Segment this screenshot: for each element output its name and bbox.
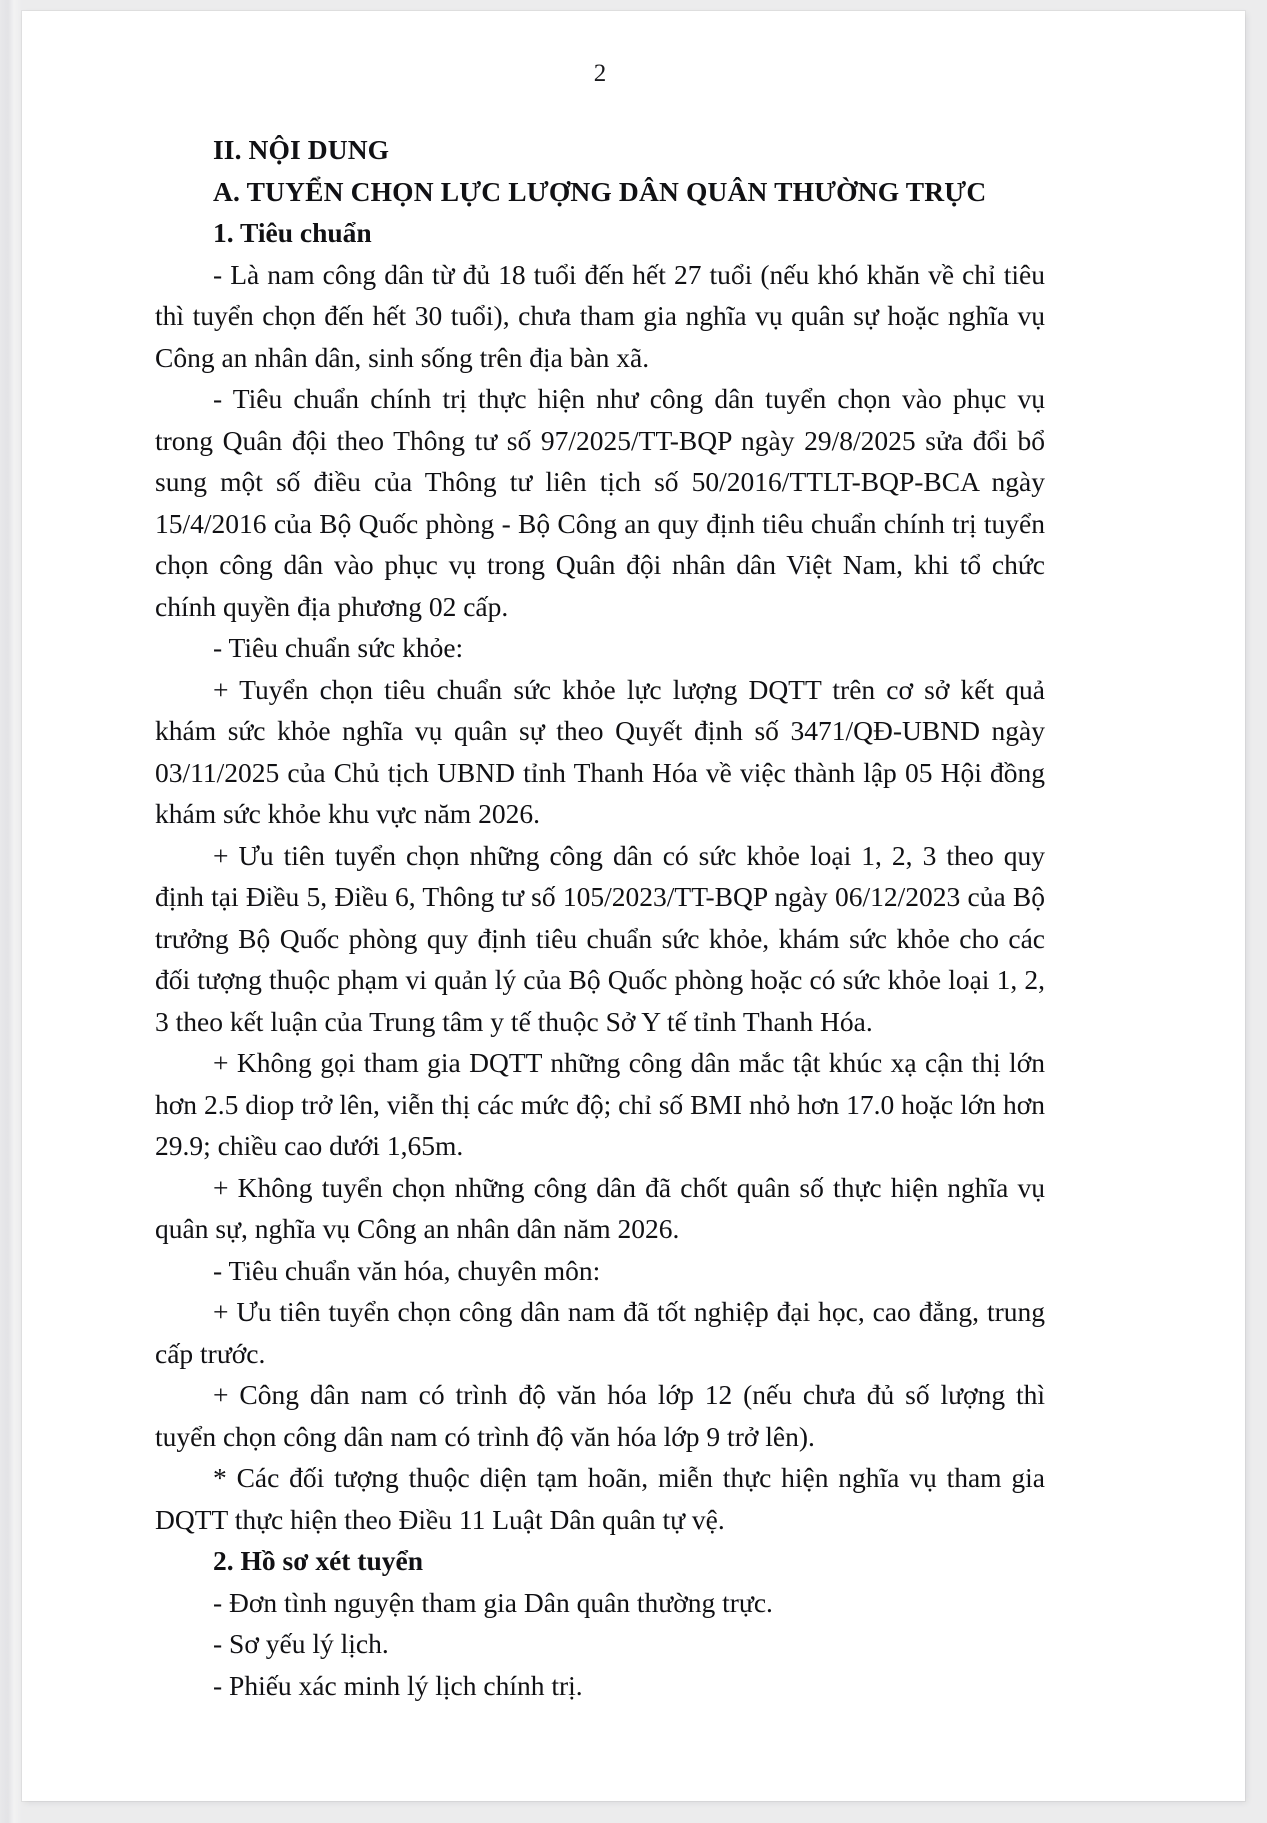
document-blocks: [155, 129, 1045, 1706]
document-paragraph: - Tiêu chuẩn chính trị thực hiện như công dân tuyển chọn vào phục vụ trong Quân đội theo Thông tư số 97/2025/TT-BQP ngày 29/8/2025 sửa đổi bổ sung một số điều của Thông tư liên tịch số 50/2016/TTLT-BQP-BCA ngày 15/4/2016 của Bộ Quốc phòng - Bộ Công an quy định tiêu chuẩn chính trị tuyển chọn công dân vào phục vụ trong Quân đội nhân dân Việt Nam, khi tổ chức chính quyền địa phương 02 cấp.: [155, 383, 1045, 622]
document-paragraph: + Ưu tiên tuyển chọn công dân nam đã tốt nghiệp đại học, cao đẳng, trung cấp trước.: [155, 1296, 1045, 1369]
document-paragraph: 2. Hồ sơ xét tuyển: [213, 1545, 424, 1576]
document-paragraph: - Tiêu chuẩn sức khỏe:: [213, 632, 464, 663]
document-paragraph: + Ưu tiên tuyển chọn những công dân có sức khỏe loại 1, 2, 3 theo quy định tại Điều 5, Điều 6, Thông tư số 105/2023/TT-BQP ngày 06/12/2023 của Bộ trưởng Bộ Quốc phòng quy định tiêu chuẩn sức khỏe, khám sức khỏe cho các đối tượng thuộc phạm vi quản lý của Bộ Quốc phòng hoặc có sức khỏe loại 1, 2, 3 theo kết luận của Trung tâm y tế thuộc Sở Y tế tỉnh Thanh Hóa.: [155, 839, 1045, 1037]
document-paragraph: + Không gọi tham gia DQTT những công dân mắc tật khúc xạ cận thị lớn hơn 2.5 diop trở lên, viễn thị các mức độ; chỉ số BMI nhỏ hơn 17.0 hoặc lớn hơn 29.9; chiều cao dưới 1,65m.: [155, 1047, 1045, 1161]
document-paragraph: - Sơ yếu lý lịch.: [213, 1628, 389, 1659]
document-paragraph: - Là nam công dân từ đủ 18 tuổi đến hết 27 tuổi (nếu khó khăn về chỉ tiêu thì tuyển chọn đến hết 30 tuổi), chưa tham gia nghĩa vụ quân sự hoặc nghĩa vụ Công an nhân dân, sinh sống trên địa bàn xã.: [155, 258, 1045, 373]
document-paragraph: + Tuyển chọn tiêu chuẩn sức khỏe lực lượng DQTT trên cơ sở kết quả khám sức khỏe nghĩa vụ quân sự theo Quyết định số 3471/QĐ-UBND ngày 03/11/2025 của Chủ tịch UBND tỉnh Thanh Hóa về việc thành lập 05 Hội đồng khám sức khỏe khu vực năm 2026.: [155, 673, 1045, 829]
document-paragraph: II. NỘI DUNG: [213, 134, 390, 165]
document-page-body: [22, 11, 1245, 1801]
document-paragraph: A. TUYỂN CHỌN LỰC LƯỢNG DÂN QUÂN THƯỜNG TRỰC: [213, 175, 987, 207]
document-paragraph: - Tiêu chuẩn văn hóa, chuyên môn:: [213, 1254, 601, 1286]
document-page-sheet: [22, 11, 1245, 1801]
document-paragraph: - Phiếu xác minh lý lịch chính trị.: [213, 1669, 583, 1701]
document-paragraph: * Các đối tượng thuộc diện tạm hoãn, miễn thực hiện nghĩa vụ tham gia DQTT thực hiện theo Điều 11 Luật Dân quân tự vệ.: [155, 1462, 1045, 1535]
document-paragraph: 1. Tiêu chuẩn: [213, 217, 372, 248]
page-number: 2: [593, 60, 607, 87]
document-paragraph: - Đơn tình nguyện tham gia Dân quân thường trực.: [213, 1586, 773, 1618]
document-paragraph: + Không tuyển chọn những công dân đã chốt quân số thực hiện nghĩa vụ quân sự, nghĩa vụ Công an nhân dân năm 2026.: [155, 1171, 1045, 1244]
document-text-column: [155, 59, 1045, 1706]
document-paragraph: + Công dân nam có trình độ văn hóa lớp 12 (nếu chưa đủ số lượng thì tuyển chọn công dân nam có trình độ văn hóa lớp 9 trở lên).: [155, 1379, 1045, 1452]
